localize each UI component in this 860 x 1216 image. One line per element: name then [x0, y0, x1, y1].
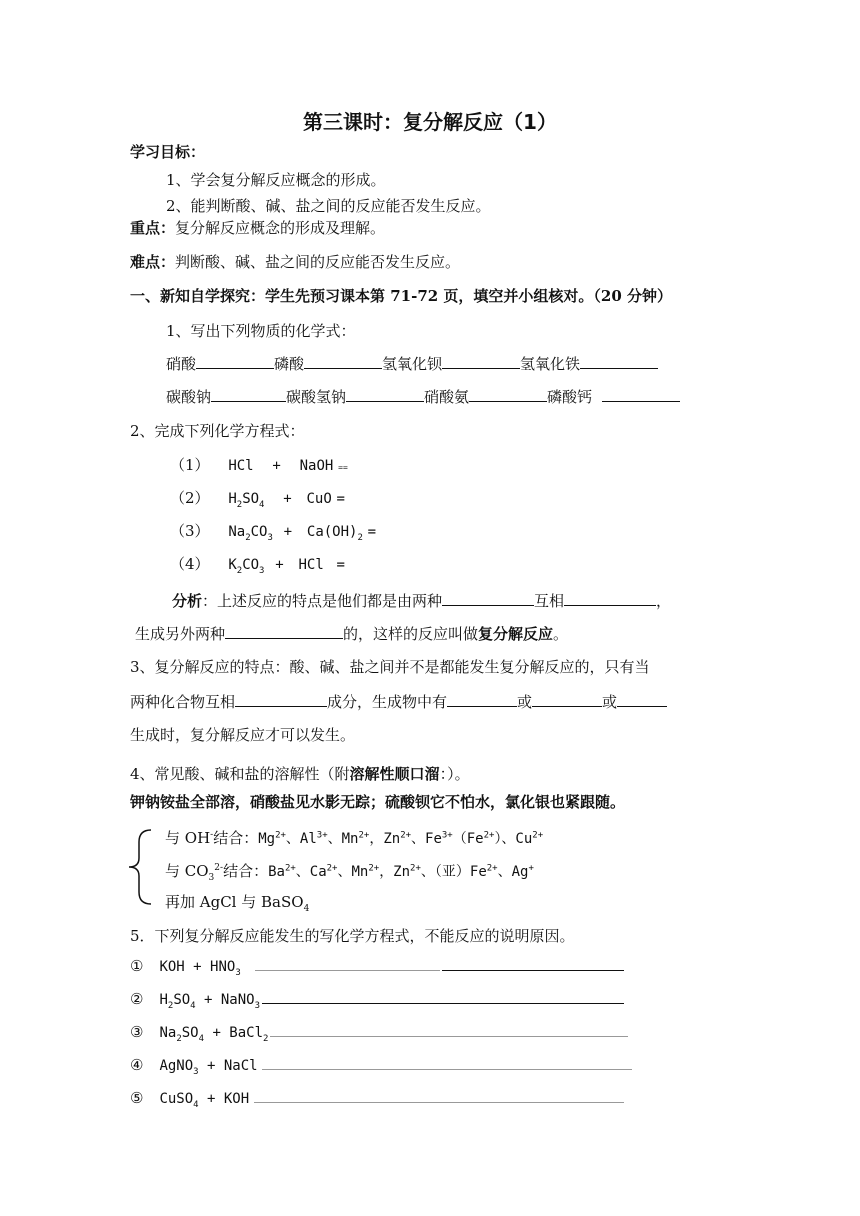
blank-field[interactable]	[564, 589, 656, 606]
analysis-line-2	[135, 622, 568, 645]
analysis-text: 互相	[534, 592, 565, 610]
label-phosphoric-acid: 磷酸	[274, 355, 305, 373]
question-3-line-1: 3、复分解反应的特点：酸、碱、盐之间并不是都能发生复分解反应的，只有当	[130, 658, 650, 676]
eq-number: （3）	[170, 522, 210, 540]
blank-field[interactable]	[235, 690, 327, 707]
blank-field[interactable]	[442, 589, 534, 606]
analysis-text: 的，这样的反应叫做	[343, 625, 479, 643]
q3-text: 两种化合物互相	[130, 693, 236, 711]
formula-row-2	[166, 385, 680, 408]
answer-line[interactable]	[262, 1003, 624, 1004]
analysis-text: 生成另外两种	[135, 625, 226, 643]
answer-line[interactable]	[255, 970, 440, 971]
blank-field[interactable]	[442, 352, 520, 369]
section1-heading: 一、新知自学探究：学生先预习课本第 71-72 页，填空并小组核对。（20 分钟）	[130, 287, 673, 305]
question-1: 1、写出下列物质的化学式：	[166, 322, 356, 340]
blank-field[interactable]	[602, 385, 680, 402]
objective-item: 2、能判断酸、碱、盐之间的反应能否发生反应。	[166, 197, 491, 215]
blank-field[interactable]	[617, 690, 667, 707]
eq-number: （1）	[170, 456, 210, 474]
objective-item: 1、学会复分解反应概念的形成。	[166, 171, 386, 189]
question-3-line-3: 生成时，复分解反应才可以发生。	[130, 726, 356, 744]
equals-sign: =	[336, 557, 345, 573]
q3-text: 成分，生成物中有	[327, 693, 448, 711]
analysis-label: 分析	[172, 592, 203, 610]
oh-combination: 与 OH-结合：$Mg^{2+}$、$Al^{3+}$、$Mn^{2+}$，$Zn^{2+}$、$Fe^{3+}(Fe^{2+})$、$Cu^{2+}$	[165, 829, 544, 847]
reactant: HCl	[298, 557, 324, 573]
formula-row-1	[166, 352, 658, 375]
reactant: $K_2CO_3$	[228, 557, 265, 576]
answer-line[interactable]	[442, 970, 624, 971]
equals-sign: ==	[338, 463, 348, 472]
plus-sign: +	[283, 524, 293, 540]
reaction-item: ④ AgNO$_3$ + NaCl	[130, 1056, 258, 1077]
blank-field[interactable]	[532, 690, 602, 707]
label-sodium-carbonate: 碳酸钠	[166, 388, 212, 406]
reaction-item: ① KOH + $HNO_3$	[130, 957, 241, 978]
plus-sign: +	[275, 557, 284, 573]
analysis-text: ，	[656, 592, 672, 610]
reactant: CuO	[306, 491, 332, 507]
equation-3	[170, 520, 376, 549]
blank-field[interactable]	[447, 690, 517, 707]
reaction-item: ⑤ CuSO$_4$ + KOH	[130, 1089, 250, 1110]
term-double-decomposition: 复分解反应	[478, 625, 554, 643]
question-2-heading: 2、完成下列化学方程式：	[130, 422, 305, 440]
answer-line[interactable]	[262, 1069, 632, 1070]
blank-field[interactable]	[580, 352, 658, 369]
reactant: HCl	[228, 458, 254, 474]
reactant: $Na_2CO_3$	[228, 524, 273, 543]
label-calcium-phosphate: 磷酸钙	[547, 388, 593, 406]
eq-number: （2）	[170, 489, 210, 507]
answer-line[interactable]	[270, 1036, 628, 1037]
equation-2	[170, 487, 345, 516]
equals-sign: =	[367, 524, 377, 540]
rhyme-label: 溶解性顺口溜	[349, 765, 440, 783]
equation-1	[170, 454, 348, 479]
difficulty-text: 判断酸、碱、盐之间的反应能否发生反应。	[175, 253, 461, 271]
difficulty	[130, 251, 460, 273]
q3-text: 或	[517, 693, 533, 711]
reactant: NaOH	[299, 458, 334, 474]
answer-line[interactable]	[254, 1102, 624, 1103]
solubility-rhyme: 钾钠铵盐全部溶，硝酸盐见水影无踪；硫酸钡它不怕水，氯化银也紧跟随。	[130, 793, 626, 811]
page-title: 第三课时：复分解反应（1）	[303, 110, 557, 134]
blank-field[interactable]	[196, 352, 274, 369]
key-point-text: 复分解反应概念的形成及理解。	[175, 219, 386, 237]
blank-field[interactable]	[469, 385, 547, 402]
label-sodium-bicarbonate: 碳酸氢钠	[286, 388, 347, 406]
label-barium-hydroxide: 氢氧化钡	[382, 355, 443, 373]
analysis-text: ：上述反应的特点是他们都是由两种	[202, 592, 443, 610]
question-3-line-2	[130, 690, 667, 713]
reaction-item: ③ $Na_2SO_4$ + BaCl$_2$	[130, 1023, 269, 1044]
equation-4	[170, 553, 345, 582]
co3-combination: 与 $CO_3^{2-}$结合：$Ba^{2+}$、$Ca^{2+}$、$Mn^{2+}$，$Zn^{2+}$、（亚）$Fe^{2+}$、Ag+	[165, 862, 534, 883]
q4-text: 4、常见酸、碱和盐的溶解性（附	[130, 765, 350, 783]
label-iron-hydroxide: 氢氧化铁	[520, 355, 581, 373]
plus-sign: +	[272, 458, 281, 474]
question-4-heading	[130, 763, 470, 785]
reactant: $Ca(OH)_2$	[306, 524, 363, 543]
question-5-heading: 5．下列复分解反应能发生的写化学方程式，不能反应的说明原因。	[130, 927, 575, 945]
analysis	[172, 589, 671, 612]
blank-field[interactable]	[346, 385, 424, 402]
blank-field[interactable]	[211, 385, 286, 402]
blank-field[interactable]	[304, 352, 382, 369]
blank-field[interactable]	[225, 622, 343, 639]
q3-text: 或	[602, 693, 618, 711]
key-point-label: 重点：	[130, 219, 176, 237]
reactant: $H_2SO_4$	[228, 491, 265, 510]
eq-number: （4）	[170, 555, 210, 573]
q4-text: ：）。	[439, 765, 470, 783]
reaction-item: ② $H_2SO_4$ + NaNO$_3$	[130, 990, 261, 1011]
difficulty-label: 难点：	[130, 253, 176, 271]
label-ammonium-nitrate: 硝酸氨	[424, 388, 470, 406]
brace-icon	[125, 828, 155, 906]
plus-sign: +	[283, 491, 292, 507]
extra-precipitates: 再加 AgCl 与 BaSO$_4$	[165, 893, 310, 914]
objectives-heading: 学习目标：	[130, 143, 206, 161]
key-point	[130, 217, 385, 239]
label-nitric-acid: 硝酸	[166, 355, 197, 373]
equals-sign: =	[336, 491, 345, 507]
analysis-text: 。	[553, 625, 569, 643]
